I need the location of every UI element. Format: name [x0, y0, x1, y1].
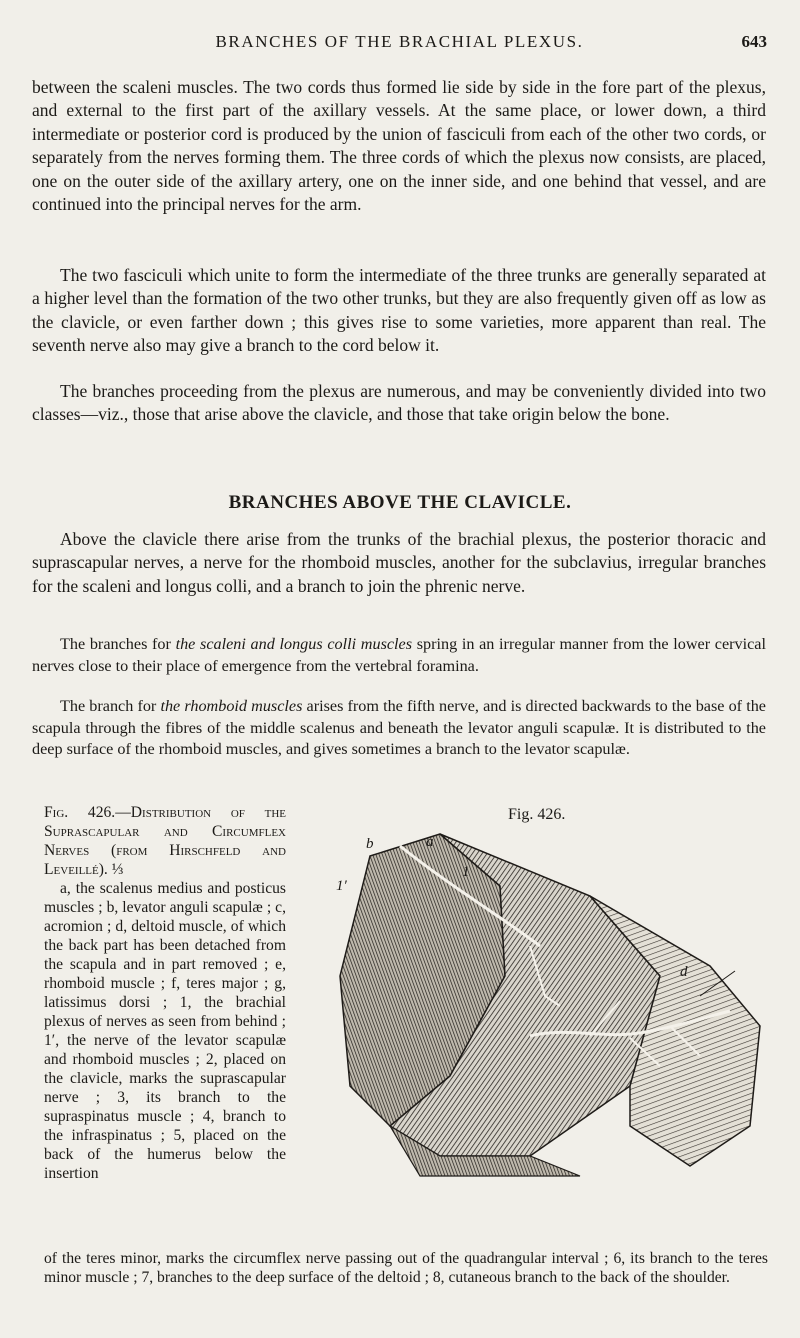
figure-scale: ⅓: [111, 861, 124, 878]
paragraph-scaleni: [32, 634, 766, 677]
figure-letter-a: a: [426, 834, 434, 850]
section-title: BRANCHES ABOVE THE CLAVICLE.: [228, 492, 572, 513]
figure-caption-continued: of the teres minor, marks the circumflex nerve passing out of the quadrangular interval ; 6, its branch to the teres minor muscle ; 7, branches to the deep surface of the deltoid ; 8, cutaneous branch to the back of the shoulder.: [44, 1250, 768, 1286]
shoulder-dissection-drawing: [330, 826, 768, 1182]
running-head-title: BRANCHES OF THE BRACHIAL PLEXUS.: [215, 32, 584, 51]
figure-caption-body: a, the scalenus medius and posticus muscles ; b, levator anguli scapulæ ; c, acromion ; d, deltoid muscle, of which the back part has been detached from the scapula and in part removed ; e, rhomboid muscle ; f, teres major ; g, latissimus dorsi ; 1, the brachial plexus of nerves as seen from behind ; 1′, the nerve of the levator scapulæ and rhomboid muscles ; 2, placed on the clavicle, marks the suprascapular nerve ; 3, its branch to the supraspinatus muscle ; 4, branch to the infraspinatus ; 5, placed on the back of the humerus below the insertion: [44, 880, 286, 1182]
figure-label: Fig. 426.: [508, 806, 566, 823]
figure-letter-1-prime: 1′: [336, 878, 347, 894]
scaleni-text-before: The branches for: [60, 635, 176, 653]
rhomboid-text-before: The branch for: [60, 697, 161, 715]
caption-title-text: Fig. 426.—Distribution of the Suprascapular and Circumflex Nerves (from Hirschfeld and Leveillé).: [44, 804, 286, 878]
scaleni-italic: the scaleni and longus colli muscles: [175, 635, 413, 653]
paragraph-cords: between the scaleni muscles. The two cords thus formed lie side by side in the fore part of the plexus, and external to the first part of the axillary vessels. At the same place, or lower down, a third intermediate or posterior cord is produced by the union of fasciculi from each of the other two cords, or separately from the nerves forming them. The three cords of which the plexus now consists, are placed, one on the outer side of the axillary artery, one on the inner side, and one behind that vessel, and are continued into the principal nerves for the arm.: [32, 77, 766, 215]
paragraph-above-clavicle: Above the clavicle there arise from the trunks of the brachial plexus, the posterior thoracic and suprascapular nerves, a nerve for the rhomboid muscles, another for the subclavius, irregular branches for the scaleni and longus colli, and a branch to join the phrenic nerve.: [32, 529, 766, 596]
running-head: [32, 32, 767, 58]
paragraph-fasciculi: The two fasciculi which unite to form the intermediate of the three trunks are generally separated at a higher level than the formation of the two other trunks, but they are also frequently given off as low as the clavicle, or even farther down ; this gives rise to some varieties, more apparent than real. The seventh nerve also may give a branch to the cord below it.: [32, 265, 766, 356]
figure-caption-title: [44, 803, 286, 879]
figure-letter-b: b: [366, 836, 374, 852]
page-number: 643: [741, 32, 767, 51]
anatomical-illustration: [330, 826, 768, 1182]
paragraph-rhomboid: [32, 696, 766, 761]
paragraph-branches-classes: The branches proceeding from the plexus are numerous, and may be conveniently divided into two classes—viz., those that arise above the clavicle, and those that take origin below the bone.: [32, 381, 766, 425]
figure-letter-1: 1: [462, 864, 470, 880]
rhomboid-italic: the rhomboid muscles: [160, 697, 303, 715]
scaleni-text-after: spring in an irregular manner from the lower cervical nerves close to their place of emergence from the vertebral foramina.: [32, 635, 766, 675]
rhomboid-text-after: arises from the fifth nerve, and is directed backwards to the base of the scapula through the fibres of the middle scalenus and beneath the levator anguli scapulæ. It is distributed to the deep surface of the rhomboid muscles, and gives sometimes a branch to the levator scapulæ.: [32, 697, 766, 759]
figure-letter-d: d: [680, 964, 688, 980]
figure-caption: [44, 803, 286, 1183]
